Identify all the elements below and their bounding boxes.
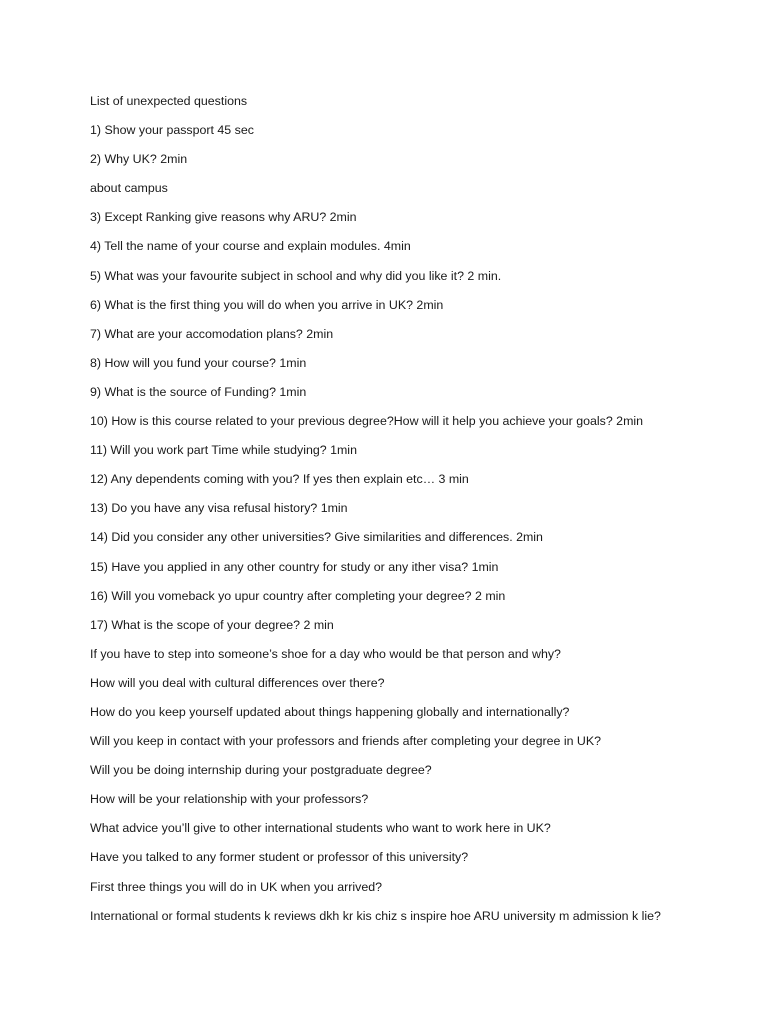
question-line: What advice you’ll give to other international students who want to work here in UK? xyxy=(90,821,551,836)
question-line-10: 10) How is this course related to your previous degree?How will it help you achieve your goals? 2min xyxy=(90,414,644,429)
question-line-6: 6) What is the first thing you will do when you arrive in UK? 2min xyxy=(90,297,444,312)
question-line: Will you keep in contact with your professors and friends after completing your degree in UK? xyxy=(90,734,602,749)
question-line-15: 15) Have you applied in any other country for study or any ither visa? 1min xyxy=(90,559,499,574)
question-line-8: 8) How will you fund your course? 1min xyxy=(90,355,307,370)
question-line: How do you keep yourself updated about things happening globally and internationally? xyxy=(90,704,570,719)
question-line: How will you deal with cultural differences over there? xyxy=(90,675,385,690)
question-line-7: 7) What are your accomodation plans? 2min xyxy=(90,326,334,341)
question-line-9: 9) What is the source of Funding? 1min xyxy=(90,384,307,399)
question-line-2: 2) Why UK? 2min xyxy=(90,152,188,167)
question-line-3: 3) Except Ranking give reasons why ARU? 2min xyxy=(90,210,357,225)
question-line: If you have to step into someone’s shoe for a day who would be that person and why? xyxy=(90,646,561,661)
question-line-13: 13) Do you have any visa refusal history? 1min xyxy=(90,501,348,516)
question-line: Will you be doing internship during your postgraduate degree? xyxy=(90,763,432,778)
question-line: How will be your relationship with your professors? xyxy=(90,792,369,807)
question-line-16: 16) Will you vomeback yo upur country after completing your degree? 2 min xyxy=(90,588,506,603)
question-list xyxy=(90,91,760,935)
document-title: List of unexpected questions xyxy=(90,94,248,108)
question-line-17: 17) What is the scope of your degree? 2 min xyxy=(90,617,334,632)
question-line-14: 14) Did you consider any other universities? Give similarities and differences. 2min xyxy=(90,530,543,545)
question-line-12: 12) Any dependents coming with you? If yes then explain etc… 3 min xyxy=(90,472,469,487)
question-line-1: 1) Show your passport 45 sec xyxy=(90,123,254,138)
note-line: about campus xyxy=(90,181,168,196)
question-line: International or formal students k reviews dkh kr kis chiz s inspire hoe ARU university m admission k lie? xyxy=(90,908,661,923)
question-line-5: 5) What was your favourite subject in school and why did you like it? 2 min. xyxy=(90,268,502,283)
question-line-11: 11) Will you work part Time while studying? 1min xyxy=(90,443,357,458)
question-line-4: 4) Tell the name of your course and explain modules. 4min xyxy=(90,239,411,254)
question-line: Have you talked to any former student or professor of this university? xyxy=(90,850,469,865)
question-line: First three things you will do in UK when you arrived? xyxy=(90,879,383,894)
